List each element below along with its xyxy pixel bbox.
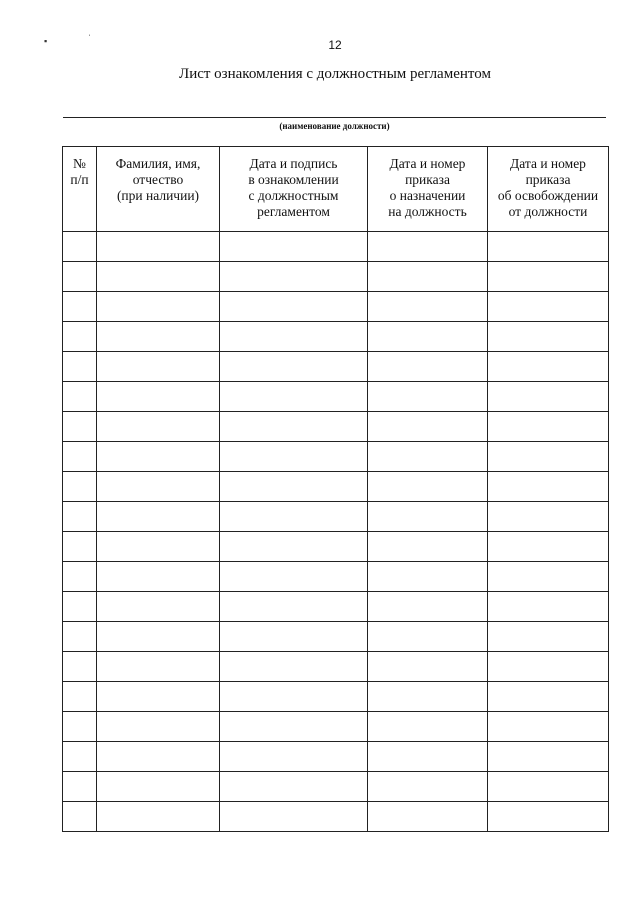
column-header-dismissal-order xyxy=(488,147,609,232)
header-line: Дата и подпись xyxy=(249,156,338,171)
table-cell[interactable] xyxy=(220,802,368,832)
table-cell[interactable] xyxy=(488,352,609,382)
table-row xyxy=(63,472,609,502)
table-cell[interactable] xyxy=(488,592,609,622)
table-cell[interactable] xyxy=(368,592,488,622)
header-line: с должностным xyxy=(248,188,339,203)
table-cell[interactable] xyxy=(488,442,609,472)
header-line: регламентом xyxy=(257,204,330,219)
column-header-appointment-order xyxy=(368,147,488,232)
table-cell[interactable] xyxy=(368,772,488,802)
table-cell[interactable] xyxy=(63,352,97,382)
table-cell[interactable] xyxy=(368,682,488,712)
table-cell[interactable] xyxy=(97,652,220,682)
table-row xyxy=(63,712,609,742)
header-line: на должность xyxy=(388,204,467,219)
table-cell[interactable] xyxy=(97,262,220,292)
acknowledgement-table xyxy=(62,146,609,832)
table-cell[interactable] xyxy=(97,382,220,412)
table-cell[interactable] xyxy=(63,382,97,412)
table-row xyxy=(63,622,609,652)
table-cell[interactable] xyxy=(368,232,488,262)
table-cell[interactable] xyxy=(488,652,609,682)
table-row xyxy=(63,382,609,412)
table-row xyxy=(63,262,609,292)
header-line: об освобождении xyxy=(497,188,599,203)
table-cell[interactable] xyxy=(488,772,609,802)
header-line: приказа xyxy=(525,172,571,187)
table-row xyxy=(63,412,609,442)
table-cell[interactable] xyxy=(368,802,488,832)
column-header-full-name xyxy=(97,147,220,232)
page-number: 12 xyxy=(328,38,342,52)
table-cell[interactable] xyxy=(220,742,368,772)
table-cell[interactable] xyxy=(63,322,97,352)
header-line: от должности xyxy=(508,204,588,219)
table-row xyxy=(63,772,609,802)
table-cell[interactable] xyxy=(97,292,220,322)
table-row xyxy=(63,232,609,262)
position-name-caption: (наименование должности) xyxy=(279,121,390,131)
scan-speck: ▪ xyxy=(44,36,48,46)
table-row xyxy=(63,292,609,322)
table-cell[interactable] xyxy=(368,502,488,532)
header-line: Дата и номер xyxy=(510,156,586,171)
table-cell[interactable] xyxy=(220,382,368,412)
table-cell[interactable] xyxy=(220,622,368,652)
table-cell[interactable] xyxy=(220,652,368,682)
table-cell[interactable] xyxy=(63,292,97,322)
table-cell[interactable] xyxy=(368,352,488,382)
position-name-line[interactable] xyxy=(63,117,606,118)
table-cell[interactable] xyxy=(97,622,220,652)
table-cell[interactable] xyxy=(220,262,368,292)
table-cell[interactable] xyxy=(220,562,368,592)
table-cell[interactable] xyxy=(63,412,97,442)
table-cell[interactable] xyxy=(368,262,488,292)
table-cell[interactable] xyxy=(220,502,368,532)
table-cell[interactable] xyxy=(220,442,368,472)
table-cell[interactable] xyxy=(488,472,609,502)
table-cell[interactable] xyxy=(63,442,97,472)
table-cell[interactable] xyxy=(488,412,609,442)
table-cell[interactable] xyxy=(63,262,97,292)
table-cell[interactable] xyxy=(97,322,220,352)
table-cell[interactable] xyxy=(368,322,488,352)
header-line: в ознакомлении xyxy=(248,172,339,187)
table-cell[interactable] xyxy=(63,742,97,772)
table-row xyxy=(63,682,609,712)
table-cell[interactable] xyxy=(97,802,220,832)
table-cell[interactable] xyxy=(220,292,368,322)
column-header-acknowledgement-date-signature xyxy=(220,147,368,232)
table-cell[interactable] xyxy=(97,592,220,622)
table-cell[interactable] xyxy=(220,352,368,382)
table-cell[interactable] xyxy=(368,442,488,472)
header-line: № xyxy=(73,156,86,171)
table-cell[interactable] xyxy=(488,742,609,772)
table-cell[interactable] xyxy=(220,712,368,742)
table-cell[interactable] xyxy=(220,682,368,712)
table-row xyxy=(63,532,609,562)
table-row xyxy=(63,592,609,622)
scan-speck: ˌ xyxy=(88,26,91,36)
table-cell[interactable] xyxy=(488,532,609,562)
header-line: (при наличии) xyxy=(116,188,200,203)
table-cell[interactable] xyxy=(488,562,609,592)
table-cell[interactable] xyxy=(368,292,488,322)
header-line: п/п xyxy=(70,172,89,187)
table-cell[interactable] xyxy=(97,682,220,712)
table-cell[interactable] xyxy=(488,802,609,832)
table-cell[interactable] xyxy=(488,232,609,262)
table-cell[interactable] xyxy=(220,322,368,352)
header-line: отчество xyxy=(132,172,184,187)
table-cell[interactable] xyxy=(368,742,488,772)
table-row xyxy=(63,742,609,772)
table-cell[interactable] xyxy=(368,652,488,682)
table-cell[interactable] xyxy=(368,622,488,652)
document-title: Лист ознакомления с должностным регламентом xyxy=(179,66,491,82)
table-cell[interactable] xyxy=(97,412,220,442)
table-cell[interactable] xyxy=(63,592,97,622)
table-cell[interactable] xyxy=(488,682,609,712)
table-cell[interactable] xyxy=(220,772,368,802)
table-cell[interactable] xyxy=(368,712,488,742)
table-row xyxy=(63,442,609,472)
table-cell[interactable] xyxy=(97,442,220,472)
table-cell[interactable] xyxy=(220,472,368,502)
table-cell[interactable] xyxy=(63,502,97,532)
table-row xyxy=(63,562,609,592)
table-cell[interactable] xyxy=(220,592,368,622)
table-cell[interactable] xyxy=(63,532,97,562)
table-cell[interactable] xyxy=(63,622,97,652)
table-row xyxy=(63,802,609,832)
table-header-row xyxy=(63,147,609,232)
table-cell[interactable] xyxy=(368,382,488,412)
header-line: приказа xyxy=(405,172,450,187)
table-cell[interactable] xyxy=(97,742,220,772)
table-cell[interactable] xyxy=(488,712,609,742)
table-cell[interactable] xyxy=(488,622,609,652)
table-cell[interactable] xyxy=(488,382,609,412)
table-cell[interactable] xyxy=(97,502,220,532)
header-line: Фамилия, имя, xyxy=(115,156,201,171)
table-cell[interactable] xyxy=(97,562,220,592)
table-cell[interactable] xyxy=(488,262,609,292)
header-line: о назначении xyxy=(389,188,466,203)
table-cell[interactable] xyxy=(220,532,368,562)
table-cell[interactable] xyxy=(97,232,220,262)
table-cell[interactable] xyxy=(220,412,368,442)
header-line: Дата и номер xyxy=(389,156,466,171)
table-row xyxy=(63,352,609,382)
table-cell[interactable] xyxy=(63,562,97,592)
column-header-number xyxy=(63,147,97,232)
table-cell[interactable] xyxy=(63,802,97,832)
table-cell[interactable] xyxy=(488,292,609,322)
table-cell[interactable] xyxy=(97,772,220,802)
table-cell[interactable] xyxy=(63,232,97,262)
table-cell[interactable] xyxy=(220,232,368,262)
table-row xyxy=(63,502,609,532)
table-cell[interactable] xyxy=(63,712,97,742)
table-cell[interactable] xyxy=(97,532,220,562)
table-cell[interactable] xyxy=(63,472,97,502)
table-cell[interactable] xyxy=(368,472,488,502)
table-cell[interactable] xyxy=(63,652,97,682)
table-cell[interactable] xyxy=(488,322,609,352)
table-cell[interactable] xyxy=(488,502,609,532)
table-row xyxy=(63,652,609,682)
table-cell[interactable] xyxy=(97,472,220,502)
table-cell[interactable] xyxy=(97,352,220,382)
table-body xyxy=(63,232,609,832)
table-cell[interactable] xyxy=(63,682,97,712)
table-cell[interactable] xyxy=(63,772,97,802)
table-cell[interactable] xyxy=(368,562,488,592)
table-cell[interactable] xyxy=(368,532,488,562)
table-cell[interactable] xyxy=(97,712,220,742)
table-cell[interactable] xyxy=(368,412,488,442)
table-row xyxy=(63,322,609,352)
